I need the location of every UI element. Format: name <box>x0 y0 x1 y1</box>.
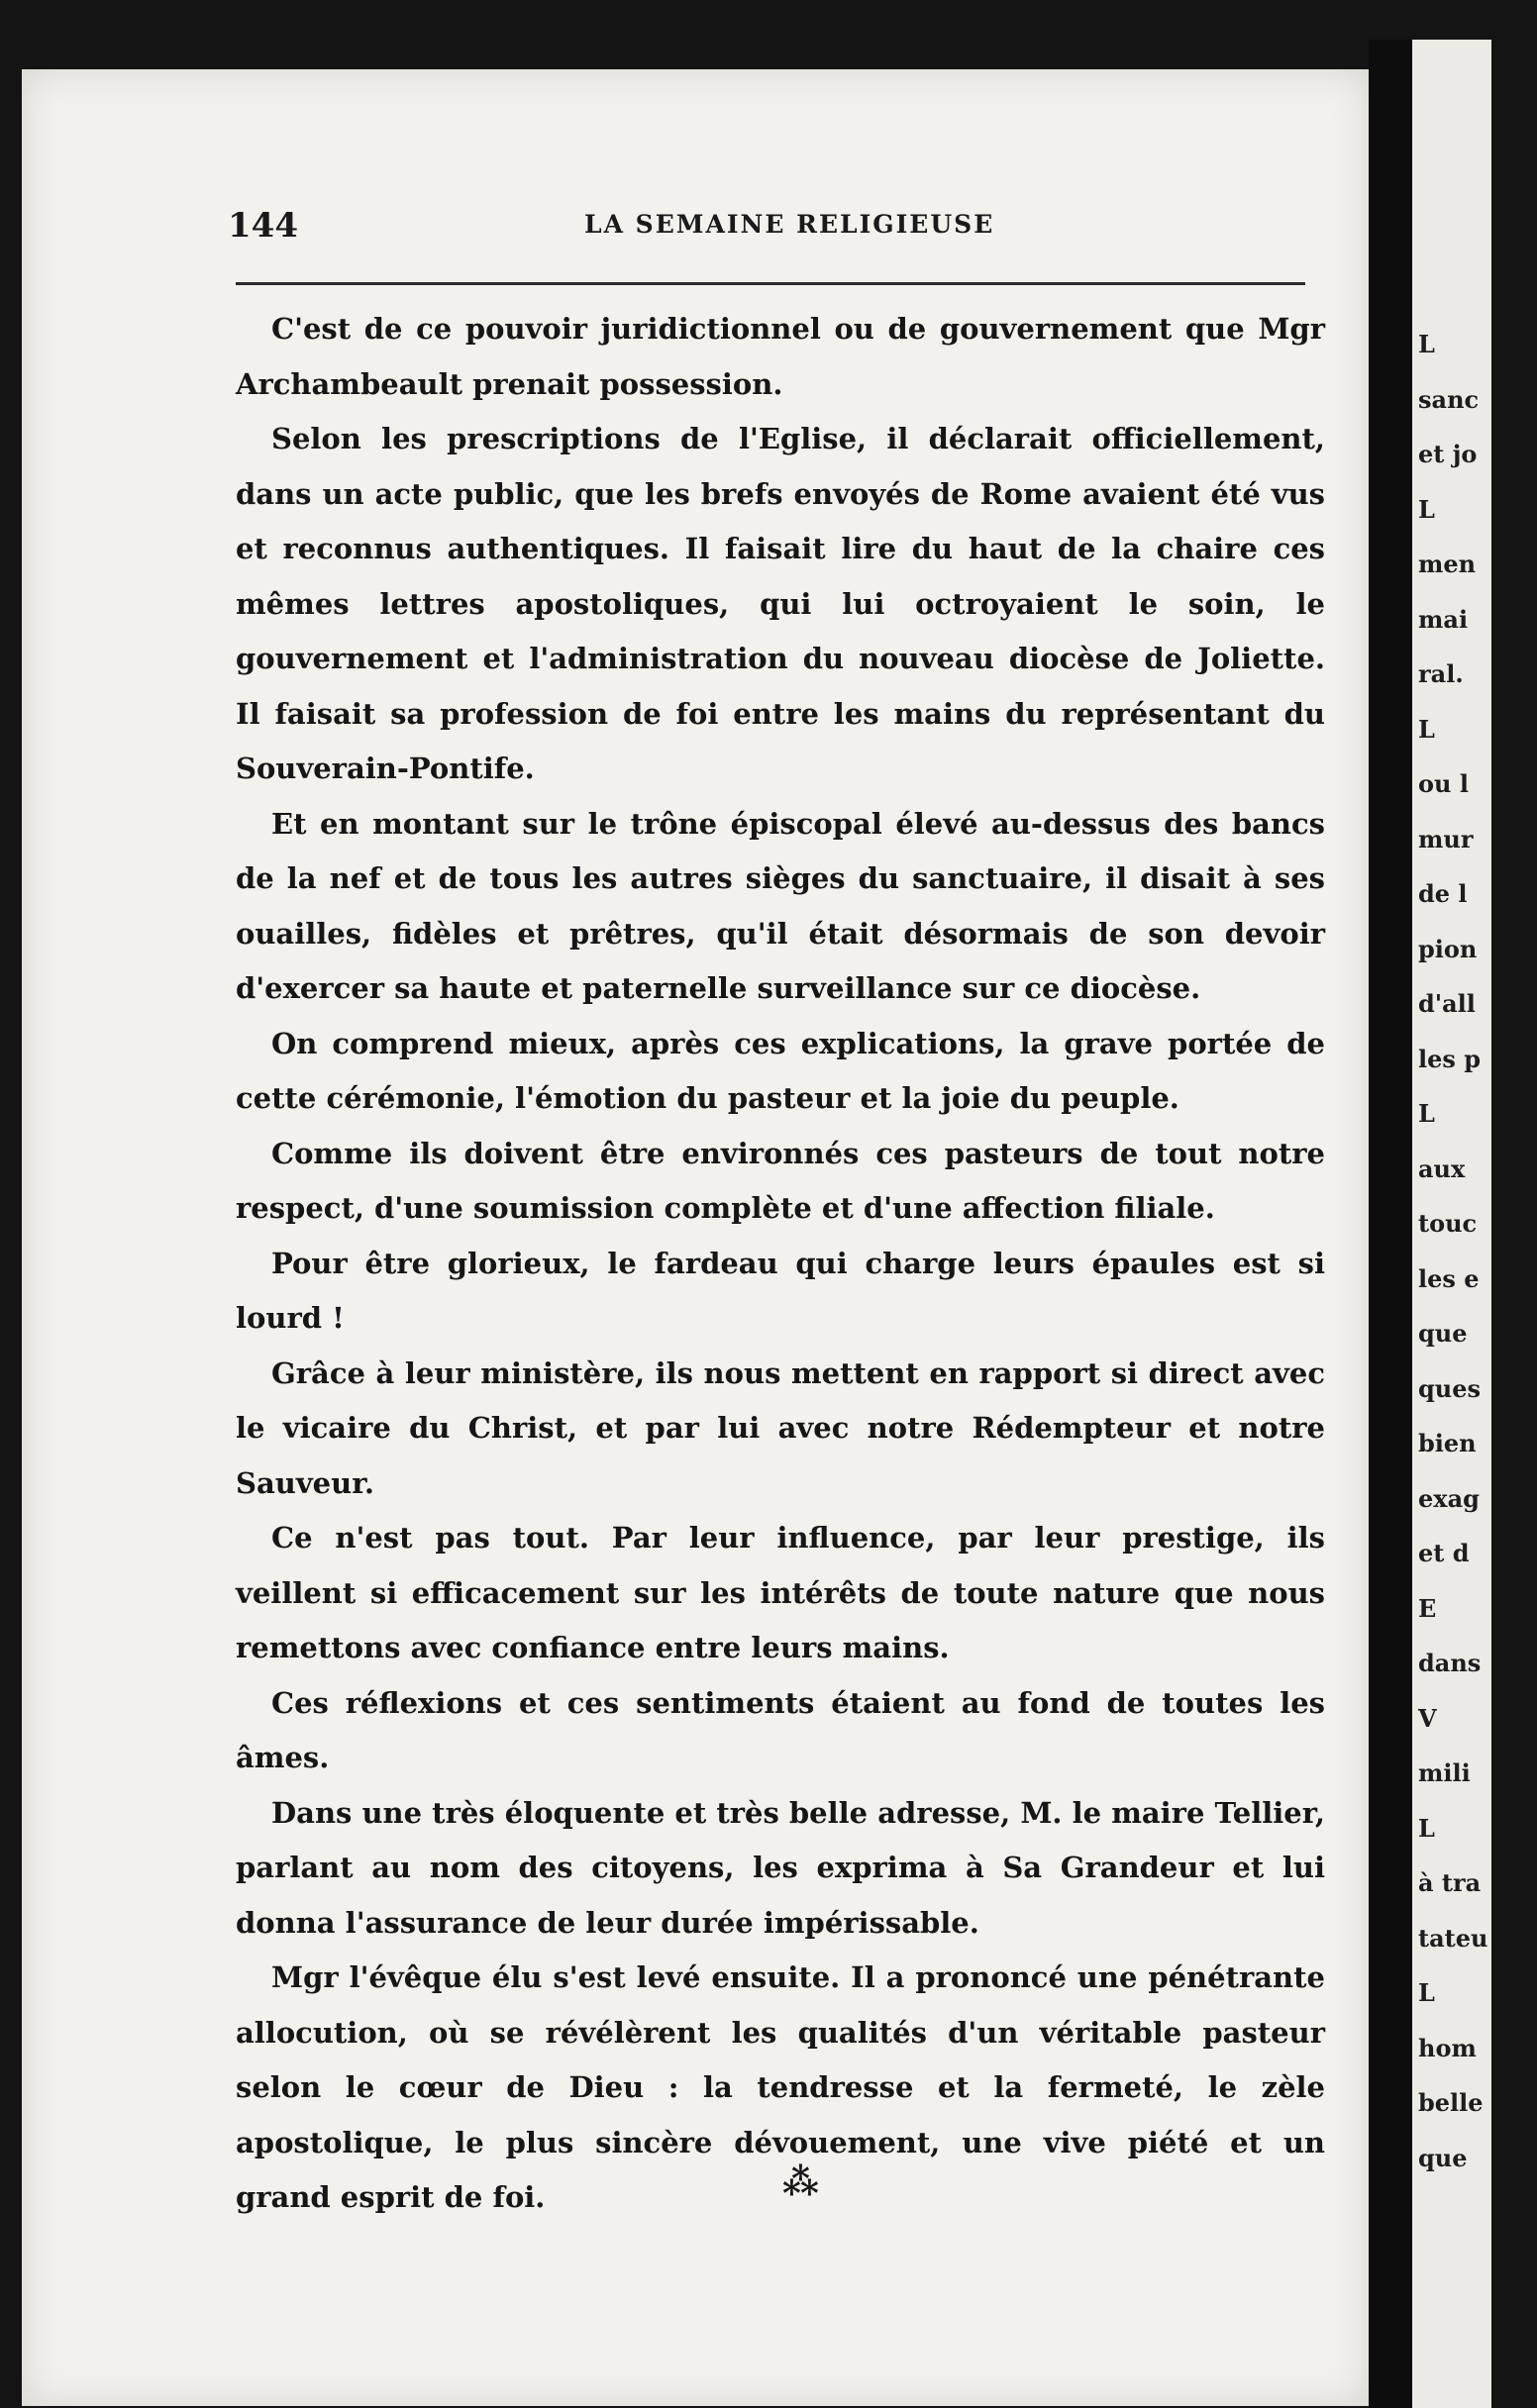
facing-page-fragment: exag <box>1418 1483 1480 1513</box>
paragraph: Dans une très éloquente et très belle adresse, M. le maire Tellier, parlant au nom des citoyens, les exprima à Sa Grandeur et lui donna l'assurance de leur durée impérissable. <box>236 1795 1325 1940</box>
facing-page-fragment: ral. <box>1418 659 1464 688</box>
page-number: 144 <box>228 206 298 246</box>
facing-page-fragment: et d <box>1418 1539 1470 1567</box>
facing-page-fragment: ques <box>1418 1373 1482 1403</box>
facing-page-fragment: men <box>1418 550 1477 578</box>
facing-page-fragment: L <box>1418 1813 1435 1843</box>
facing-page-fragment: à tra <box>1418 1868 1482 1897</box>
facing-page-fragment: belle <box>1418 2088 1484 2117</box>
running-title: LA SEMAINE RELIGIEUSE <box>584 210 995 239</box>
paragraph: Mgr l'évêque élu s'est levé ensuite. Il a prononcé une pénétrante allocution, où se révélèrent les qualités d'un véritable pasteur selon le cœur de Dieu : la tendresse et la fermeté, le zèle apostolique, le plus sincère dévouement, une vive piété et un grand esprit de foi. <box>236 1960 1325 2214</box>
paragraph: C'est de ce pouvoir juridictionnel ou de gouvernement que Mgr Archambeault prenait possession. <box>236 312 1325 401</box>
facing-page-fragment: mai <box>1418 604 1469 634</box>
facing-page-fragment: touc <box>1418 1209 1478 1238</box>
facing-page-fragment: ou l <box>1418 769 1469 798</box>
facing-page-fragment: mili <box>1418 1758 1471 1787</box>
facing-page-fragment: L <box>1418 1978 1435 2007</box>
facing-page-fragment: tateu <box>1418 1923 1488 1953</box>
facing-page-fragment: V <box>1418 1703 1437 1733</box>
article-body <box>236 302 1325 2226</box>
facing-page-fragment: et jo <box>1418 440 1478 468</box>
facing-page-fragments <box>1418 317 1537 2185</box>
facing-page-fragment: que <box>1418 1319 1468 1348</box>
facing-page-fragment: mur <box>1418 824 1474 853</box>
facing-page-fragment: les e <box>1418 1263 1480 1293</box>
paragraph: Ces réflexions et ces sentiments étaient au fond de toutes les âmes. <box>236 1685 1325 1774</box>
facing-page-fragment: sanc <box>1418 384 1480 414</box>
paragraph: Comme ils doivent être environnés ces pasteurs de tout notre respect, d'une soumission complète et d'une affection filiale. <box>236 1136 1325 1225</box>
facing-page-fragment: L <box>1418 714 1435 744</box>
facing-page-fragment: d'all <box>1418 989 1476 1018</box>
paragraph: Ce n'est pas tout. Par leur influence, par leur prestige, ils veillent si efficacement sur les intérêts de toute nature que nous remettons avec confiance entre leurs mains. <box>236 1521 1325 1664</box>
book-gutter <box>1369 40 1412 2408</box>
facing-page-fragment: L <box>1418 330 1435 358</box>
facing-page-fragment: bien <box>1418 1429 1477 1457</box>
section-separator: ⁂ <box>782 2161 819 2203</box>
facing-page-fragment: pion <box>1418 934 1478 963</box>
facing-page <box>1412 40 1491 2408</box>
paragraph: Pour être glorieux, le fardeau qui charge leurs épaules est si lourd ! <box>236 1246 1325 1335</box>
paragraph: Grâce à leur ministère, ils nous mettent en rapport si direct avec le vicaire du Christ, et par lui avec notre Rédempteur et notre Sauveur. <box>236 1355 1325 1500</box>
facing-page-fragment: L <box>1418 494 1435 524</box>
paragraph: On comprend mieux, après ces explications, la grave portée de cette cérémonie, l'émotion du pasteur et la joie du peuple. <box>236 1026 1325 1115</box>
page-header <box>208 198 1317 257</box>
facing-page-fragment: aux <box>1418 1154 1466 1183</box>
facing-page-fragment: L <box>1418 1099 1435 1128</box>
facing-page-fragment: dans <box>1418 1649 1482 1677</box>
facing-page-fragment: E <box>1418 1593 1437 1623</box>
header-rule <box>236 282 1305 285</box>
facing-page-fragment: de l <box>1418 879 1468 908</box>
facing-page-fragment: les p <box>1418 1044 1482 1073</box>
facing-page-fragment: que <box>1418 2143 1468 2172</box>
paragraph: Et en montant sur le trône épiscopal élevé au-dessus des bancs de la nef et de tous les autres sièges du sanctuaire, il disait à ses ouailles, fidèles et prêtres, qu'il était désormais de son devoir d'exercer sa haute et paternelle surveillance sur ce diocèse. <box>236 806 1325 1005</box>
facing-page-fragment: hom <box>1418 2033 1477 2062</box>
paragraph: Selon les prescriptions de l'Eglise, il déclarait officiellement, dans un acte public, que les brefs envoyés de Rome avaient été vus et reconnus authentiques. Il faisait lire du haut de la chaire ces mêmes lettres apostoliques, qui lui octroyaient le soin, le gouvernement et l'administration du nouveau diocèse de Joliette. Il faisait sa profession de foi entre les mains du représentant du Souverain-Pontife. <box>236 422 1325 785</box>
